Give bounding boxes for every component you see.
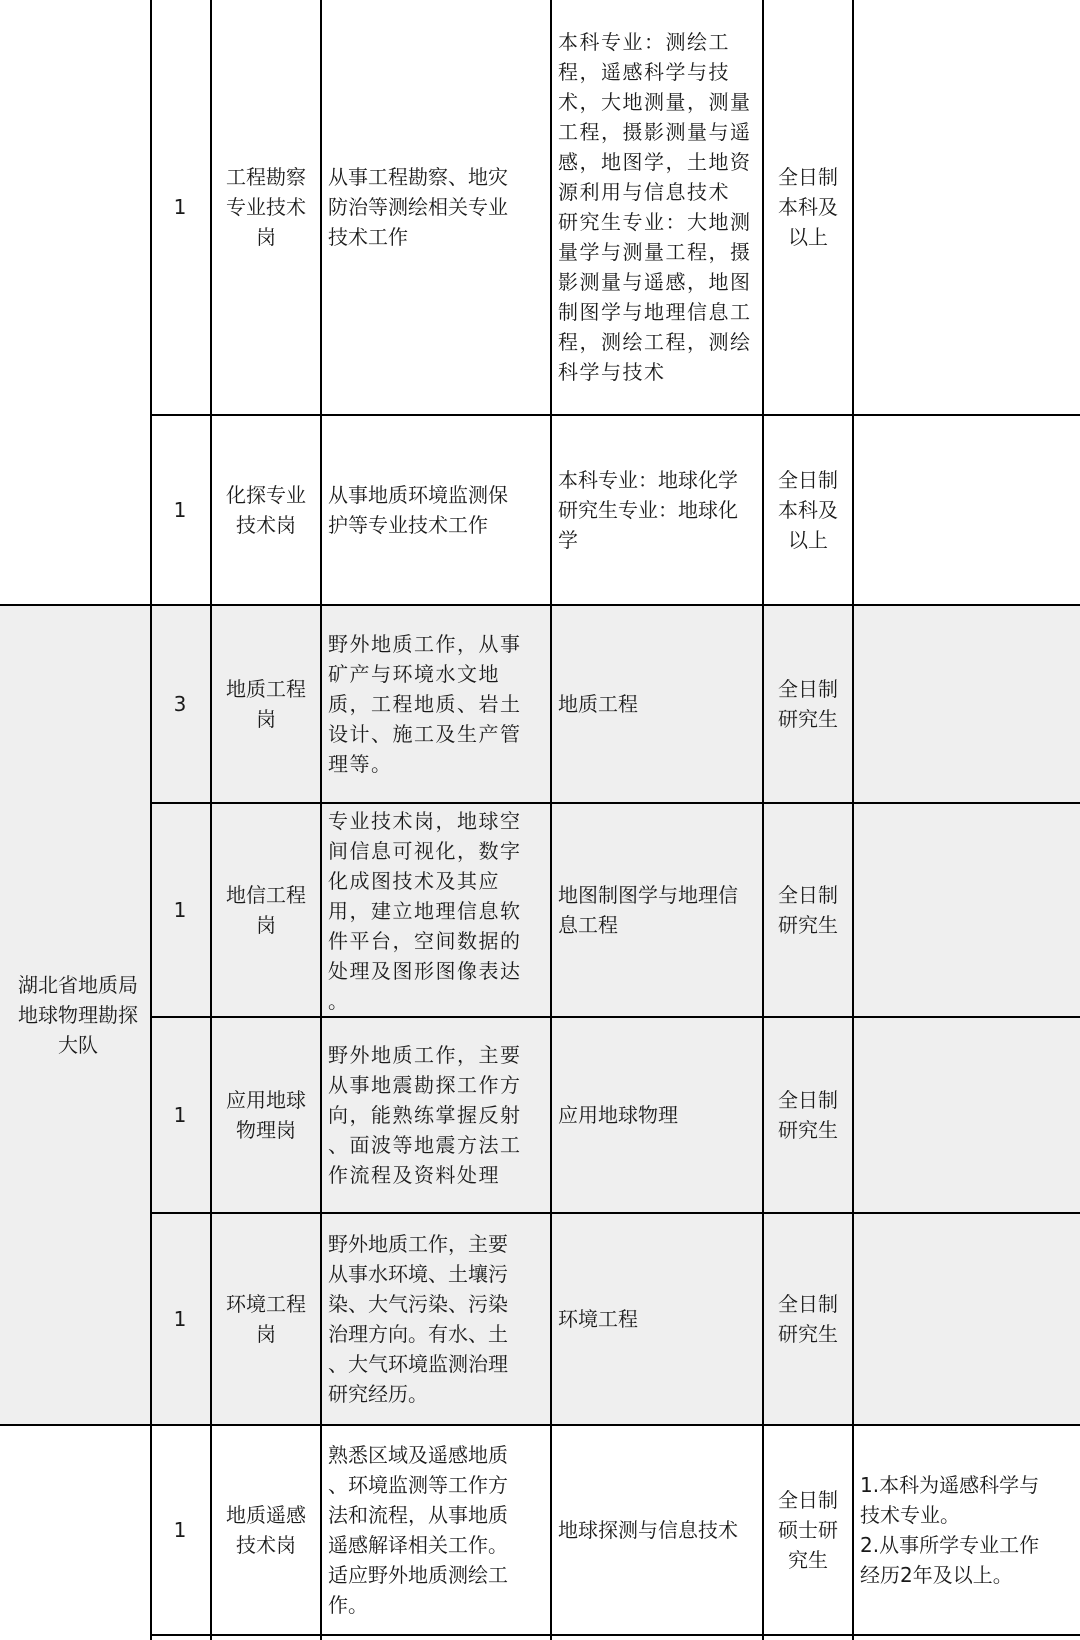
grid-line-h2	[0, 604, 1080, 606]
table-row-5-duty: 野外地质工作，主要 从事地震勘探工作方 向，能熟练掌握反射 、面波等地震方法工 作流程及资料处理	[328, 1043, 522, 1187]
table-row-5-major: 应用地球物理	[558, 1103, 678, 1127]
table-row-7-duty: 熟悉区域及遥感地质 、环境监测等工作方 法和流程，从事地质 遥感解译相关工作。 适应野外地质测绘工 作。	[328, 1443, 508, 1617]
table-row-3-major: 地质工程	[558, 692, 638, 716]
grid-line-h4	[150, 1016, 1080, 1018]
grid-line-v1	[150, 0, 152, 1640]
table-row-7-count: 1	[173, 1518, 187, 1542]
grid-line-h1	[150, 414, 1080, 416]
table-row-1-major: 本科专业：测绘工 程，遥感科学与技 术，大地测量，测量 工程，摄影测量与遥 感，地图学，土地资 源利用与信息技术 研究生专业：大地测 量学与测量工程，摄 影测量与遥感，地图 制图学与地理信息工 程，测绘工程，测绘 科学与技术	[558, 30, 752, 384]
table-row-6-count: 1	[173, 1307, 187, 1331]
table-row-4-major: 地图制图学与地理信 息工程	[558, 883, 738, 937]
table-row-7-education: 全日制 硕士研 究生	[778, 1488, 838, 1572]
grid-line-h5	[150, 1212, 1080, 1214]
table-row-1-education: 全日制 本科及 以上	[778, 165, 838, 249]
table-row-4-other	[854, 804, 1080, 1016]
table-row-1-count: 1	[173, 195, 187, 219]
table-row-6-major: 环境工程	[558, 1307, 638, 1331]
table-row-2-position: 化探专业 技术岗	[226, 483, 306, 537]
table-row-6-other	[854, 1214, 1080, 1424]
table-row-2-duty: 从事地质环境监测保 护等专业技术工作	[328, 483, 508, 537]
grid-line-v5	[762, 0, 764, 1640]
unit-name: 湖北省地质局 地球物理勘探 大队	[18, 973, 138, 1057]
grid-line-h3	[150, 802, 1080, 804]
table-row-7-major: 地球探测与信息技术	[558, 1518, 738, 1542]
table-row-1-position: 工程勘察 专业技术 岗	[226, 165, 306, 249]
table-row-3-position: 地质工程 岗	[226, 677, 306, 731]
table-row-6-position: 环境工程 岗	[226, 1292, 306, 1346]
table-row-5-other	[854, 1018, 1080, 1212]
table-row-5-position: 应用地球 物理岗	[226, 1088, 306, 1142]
table-row-2-major: 本科专业：地球化学 研究生专业：地球化 学	[558, 468, 738, 552]
table-row-7-position: 地质遥感 技术岗	[226, 1503, 306, 1557]
grid-line-h6	[0, 1424, 1080, 1426]
table-row-4-position: 地信工程 岗	[226, 883, 306, 937]
table-row-3-duty: 野外地质工作，从事 矿产与环境水文地 质，工程地质、岩土 设计、施工及生产管 理等。	[328, 632, 522, 776]
grid-line-v3	[320, 0, 322, 1640]
table-row-4-education: 全日制 研究生	[778, 883, 838, 937]
table-row-7-other: 1.本科为遥感科学与 技术专业。 2.从事所学专业工作 经历2年及以上。	[860, 1473, 1040, 1587]
table-row-4-count: 1	[173, 898, 187, 922]
table-row-2-education: 全日制 本科及 以上	[778, 468, 838, 552]
table-row-3-count: 3	[173, 692, 187, 716]
table-row-3-education: 全日制 研究生	[778, 677, 838, 731]
table-row-4-duty: 专业技术岗，地球空 间信息可视化，数字 化成图技术及其应 用，建立地理信息软 件平台，空间数据的 处理及图形图像表达 。	[328, 809, 522, 1013]
table-row-5-count: 1	[173, 1103, 187, 1127]
grid-line-v4	[550, 0, 552, 1640]
grid-line-v6	[852, 0, 854, 1640]
table-row-1-duty: 从事工程勘察、地灾 防治等测绘相关专业 技术工作	[328, 165, 508, 249]
grid-line-h7	[150, 1634, 1080, 1636]
table-row-6-duty: 野外地质工作，主要 从事水环境、土壤污 染、大气污染、污染 治理方向。有水、土 、大气环境监测治理 研究经历。	[328, 1232, 508, 1406]
table-row-1-other	[854, 0, 1080, 414]
grid-line-v2	[210, 0, 212, 1640]
table-row-6-education: 全日制 研究生	[778, 1292, 838, 1346]
table-row-2-count: 1	[173, 498, 187, 522]
table-row-3-other	[854, 606, 1080, 802]
table-row-5-education: 全日制 研究生	[778, 1088, 838, 1142]
table-row-2-other	[854, 416, 1080, 604]
